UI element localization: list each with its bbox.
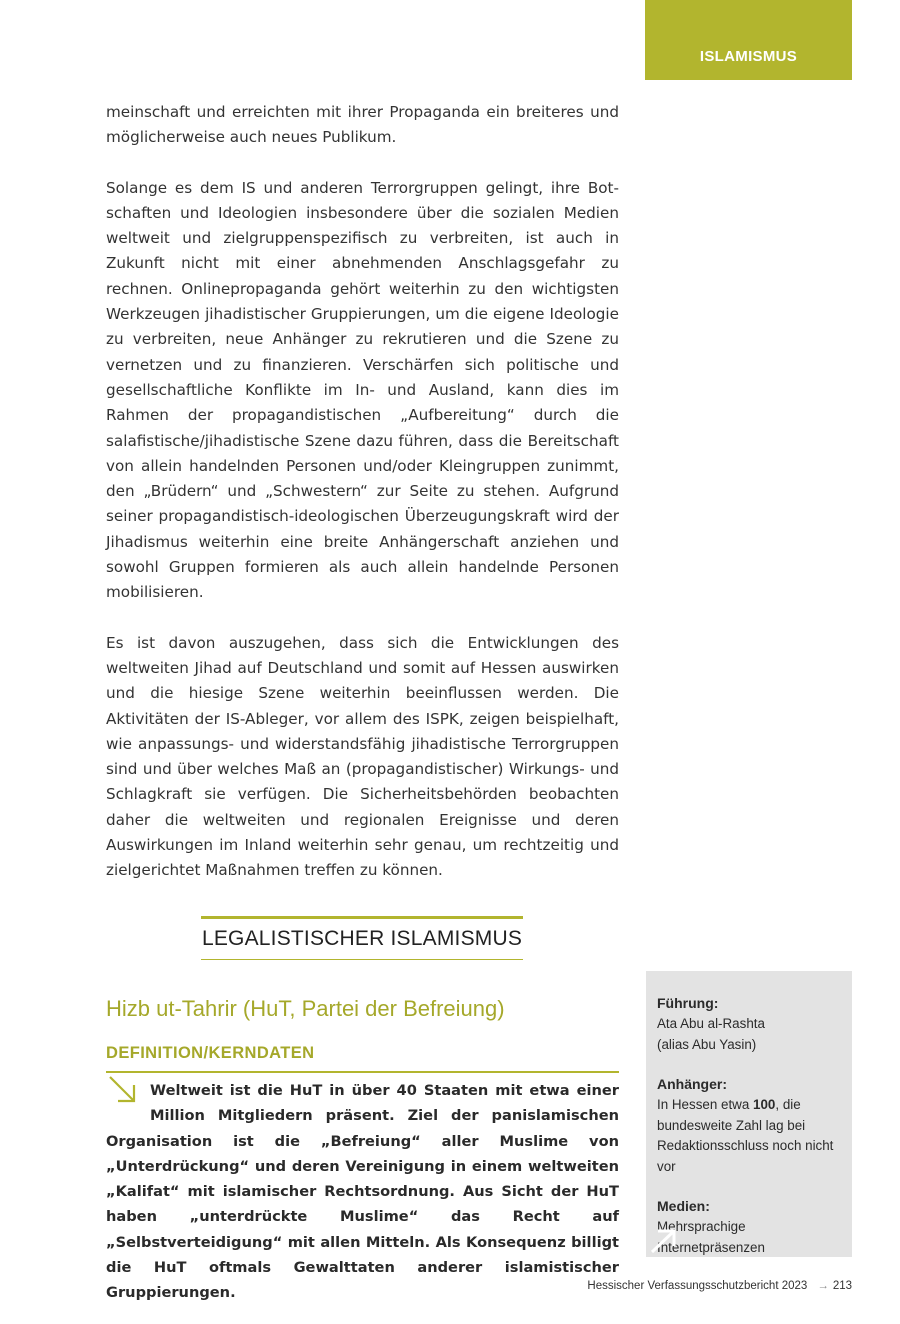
section-tab — [645, 0, 852, 80]
followers-prefix: In Hessen etwa — [657, 1097, 754, 1112]
arrow-right-icon: → — [817, 1280, 829, 1292]
leader-label: Führung: — [657, 995, 719, 1011]
definition-text — [106, 1078, 619, 1306]
leader-block — [657, 993, 842, 1055]
paragraph: Solange es dem IS und anderen Terrorgruppen gelingt, ihre Botschaften und Ideologien insbesondere über die sozialen Medien weltweit und zielgruppenspezifisch zu verbreiten, ist auch in Zukunft nicht mit einer abnehmenden Anschlagsgefahr zu rechnen. Onlinepropaganda gehört weiterhin zu den wichtigsten Werkzeugen jihadistischer Gruppierungen, um die eigene Ideologie zu verbreiten, neue Anhänger zu rekrutieren und die Szene zu vernetzen und zu finanzieren. Verschärfen sich politische und gesellschaftliche Konflikte im In- und Ausland, kann dies im Rahmen der propagandistischen „Aufbereitung“ durch die salafistische/jihadistische Szene dazu führen, dass die Bereitschaft von allein handelnden Personen und/oder Kleingruppen zunimmt, den „Brüdern“ und „Schwestern“ zur Seite zu stehen. Aufgrund seiner propagandistisch-ideologischen Überzeugungskraft wird der Jihadismus weiterhin eine breite Anhängerschaft anziehen und sowohl Gruppen formieren als auch allein handelnde Personen mobilisieren. — [106, 178, 619, 602]
section-heading-label: LEGALISTISCHER ISLAMISMUS — [201, 927, 523, 950]
arrow-up-right-icon — [646, 1226, 682, 1256]
key-data-box — [646, 971, 852, 1257]
leader-name: Ata Abu al-Rashta — [657, 1016, 765, 1031]
definition-divider — [106, 1071, 619, 1073]
media-label: Medien: — [657, 1198, 710, 1214]
definition-body: Weltweit ist die HuT in über 40 Staaten mit etwa einer Million Mitgliedern präsent. Ziel der panislamischen Organisation ist die „Befreiung“ aller Muslime von „Unterdrückung“ und deren Vereinigung in einem weltweiten „Kalifat“ mit islamischer Rechtsordnung. Aus Sicht der HuT haben „unterdrückte Muslime“ das Recht auf „Selbstverteidigung“ mit allen Mitteln. Als Konsequenz billigt die HuT oftmals Gewalttaten anderer islamistischer Gruppierungen. — [106, 1082, 619, 1302]
paragraph: Es ist davon auszugehen, dass sich die Entwicklungen des weltweiten Jihad auf Deutschland und somit auf Hessen auswirken und die hiesige Szene weiterhin beeinflussen werden. Die Aktivitäten der IS-Ableger, vor allem des ISPK, zeigen beispielhaft, wie anpassungs- und widerstandsfähig jihadistische Terrorgruppen sind und über welches Maß an (propagandistischer) Wirkungs- und Schlagkraft sie verfügen. Die Sicherheitsbehörden beobachten daher die weltweiten und regionalen Ereignisse und deren Auswirkungen im Inland weiterhin sehr genau, um rechtzeitig und zielgerichtet Maßnahmen treffen zu können. — [106, 633, 619, 880]
followers-value — [657, 1095, 842, 1177]
body-text — [106, 100, 619, 909]
media-value: Mehrsprachige Internetpräsenzen — [657, 1219, 765, 1255]
followers-count: 100 — [753, 1097, 776, 1112]
media-block — [657, 1196, 842, 1258]
publication-title: Hessischer Verfassungsschutzbericht 2023 — [587, 1280, 808, 1292]
page-footer — [470, 1280, 852, 1292]
followers-suffix: , die bundesweite Zahl lag bei Redaktionsschluss noch nicht vor — [657, 1097, 834, 1174]
followers-block — [657, 1074, 842, 1177]
indent-spacer — [106, 1078, 150, 1122]
definition-subheading: DEFINITION/KERNDATEN — [106, 1044, 315, 1062]
page-number: 213 — [832, 1280, 852, 1292]
leader-alias: (alias Abu Yasin) — [657, 1036, 757, 1052]
organization-title: Hizb ut-Tahrir (HuT, Partei der Befreiung) — [106, 996, 505, 1021]
followers-label: Anhänger: — [657, 1076, 727, 1092]
section-tab-label: ISLAMISMUS — [699, 47, 798, 65]
section-heading — [201, 916, 523, 960]
paragraph: meinschaft und erreichten mit ihrer Propaganda ein breiteres und möglicherweise auch neues Publikum. — [106, 103, 619, 147]
